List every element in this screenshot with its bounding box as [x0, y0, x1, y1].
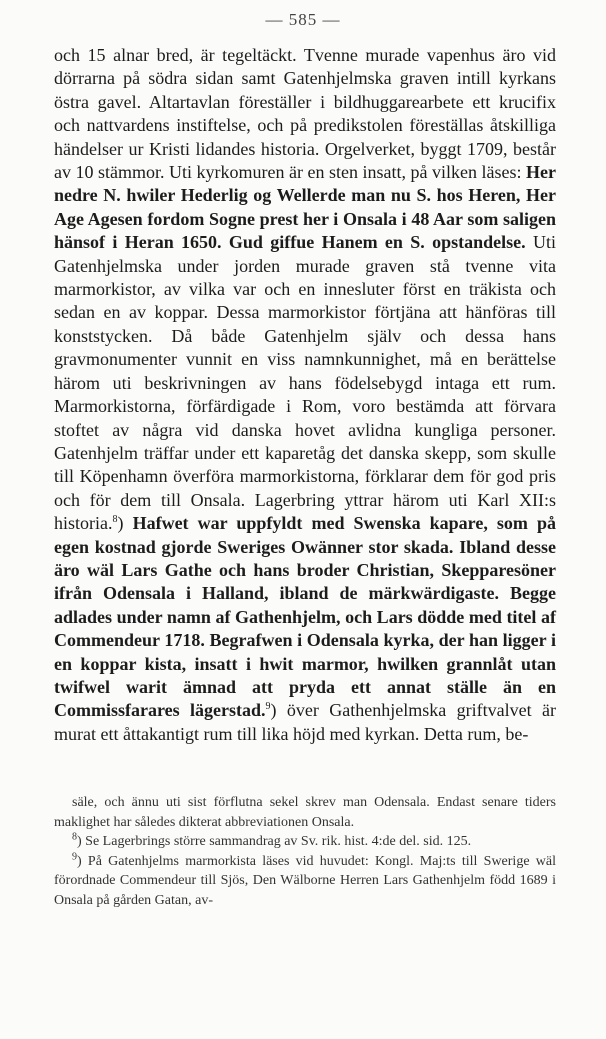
footnote-8-text: Se Lagerbrings större sammandrag av Sv. rik. hist. 4:de del. sid. 125.	[81, 834, 472, 850]
footnote-8	[54, 832, 556, 852]
footnote-ref-9: 9	[265, 701, 271, 713]
footnote-ref-8-paren: )	[117, 513, 124, 534]
footnote-9-paren: )	[77, 853, 82, 869]
footnote-continuation: säle, och ännu uti sist förflutna sekel skrev man Odensala. Endast senare tiders maklighet har således dikterat abbreviationen Onsala.	[54, 795, 556, 830]
body-segment-3: över Gathenhjelmska griftvalvet är murat ett åttakantigt rum till lika höjd med kyrkan. Detta rum, be-	[54, 700, 556, 744]
footnote-ref-8: 8	[112, 514, 118, 526]
footnote-8-marker: 8	[72, 831, 77, 843]
footnote-ref-9-paren: )	[270, 700, 277, 721]
footnote-8-paren: )	[77, 834, 82, 850]
lagerbring-quote: Hafwet war uppfyldt med Swenska kapare, som på egen kostnad gjorde Sweriges Owänner stor skada. Ibland desse äro wäl Lars Gathe och hans broder Christian, Skepparesöner ifrån Odensala i Halland, ibland de märkwärdigaste. Begge adlades under namn af Gathenhjelm, och Lars dödde med titel af Commendeur 1718. Begrafwen i Odensala kyrka, der han ligger i en koppar kista, insatt i hwit marmor, hwilken grannlåt utan twifwel warit ämnad att pryda ett annat ställe än en Commissfarares lägerstad.	[54, 513, 556, 721]
footnote-9	[54, 852, 556, 911]
body-segment-1: och 15 alnar bred, är tegeltäckt. Tvenne murade vapenhus äro vid dörrarna på södra sidan samt Gatenhjelmska graven intill kyrkans östra gavel. Altartavlan föreställer i bildhuggarearbete ett krucifix och nattvardens instiftelse, och på predikstolen föreställas åtskilliga händelser ur Kristi lidandes historia. Orgelverket, byggt 1709, består av 10 stämmor. Uti kyrkomuren är en sten insatt, på vilken läses:	[54, 45, 556, 183]
footnotes	[54, 793, 556, 911]
body-text	[54, 44, 556, 746]
page-number: — 585 —	[265, 10, 341, 29]
footnote-9-marker: 9	[72, 851, 77, 863]
footnote-9-text: På Gatenhjelms marmorkista läses vid huvudet: Kongl. Maj:ts till Swerige wäl förordnade Commendeur till Sjös, Den Wälborne Herren Lars Gathenhjelm född 1689 i Onsala på gården Gatan, av-	[54, 853, 556, 908]
body-segment-2: Uti Gatenhjelmska under jorden murade graven stå tvenne vita marmorkistor, av vilka var och en innesluter först en träkista och sedan en av koppar. Dessa marmorkistor förtjäna att hänföras till konststycken. Då både Gatenhjelm själv och dessa hans gravmonumenter vunnit en viss namnkunnighet, må en berättelse härom uti beskrivningen av hans födelsebygd intaga ett rum. Marmorkistorna, förfärdigade i Rom, voro bestämda att förvara stoftet av några vid danska hovet avlidna kungliga personer. Gatenhjelm träffar under ett kaparetåg det danska skepp, som skulle till Köpenhamn överföra marmorkistorna, förklarar dem för god pris och för dem till Onsala. Lagerbring yttrar härom uti Karl XII:s historia.	[54, 232, 556, 534]
stone-inscription: Her nedre N. hwiler Hederlig og Wellerde man nu S. hos Heren, Her Age Agesen fordom Sogne prest her i Onsala i 48 Aar som saligen hänsof i Heran 1650. Gud giffue Hanem en S. opstandelse.	[54, 162, 556, 253]
